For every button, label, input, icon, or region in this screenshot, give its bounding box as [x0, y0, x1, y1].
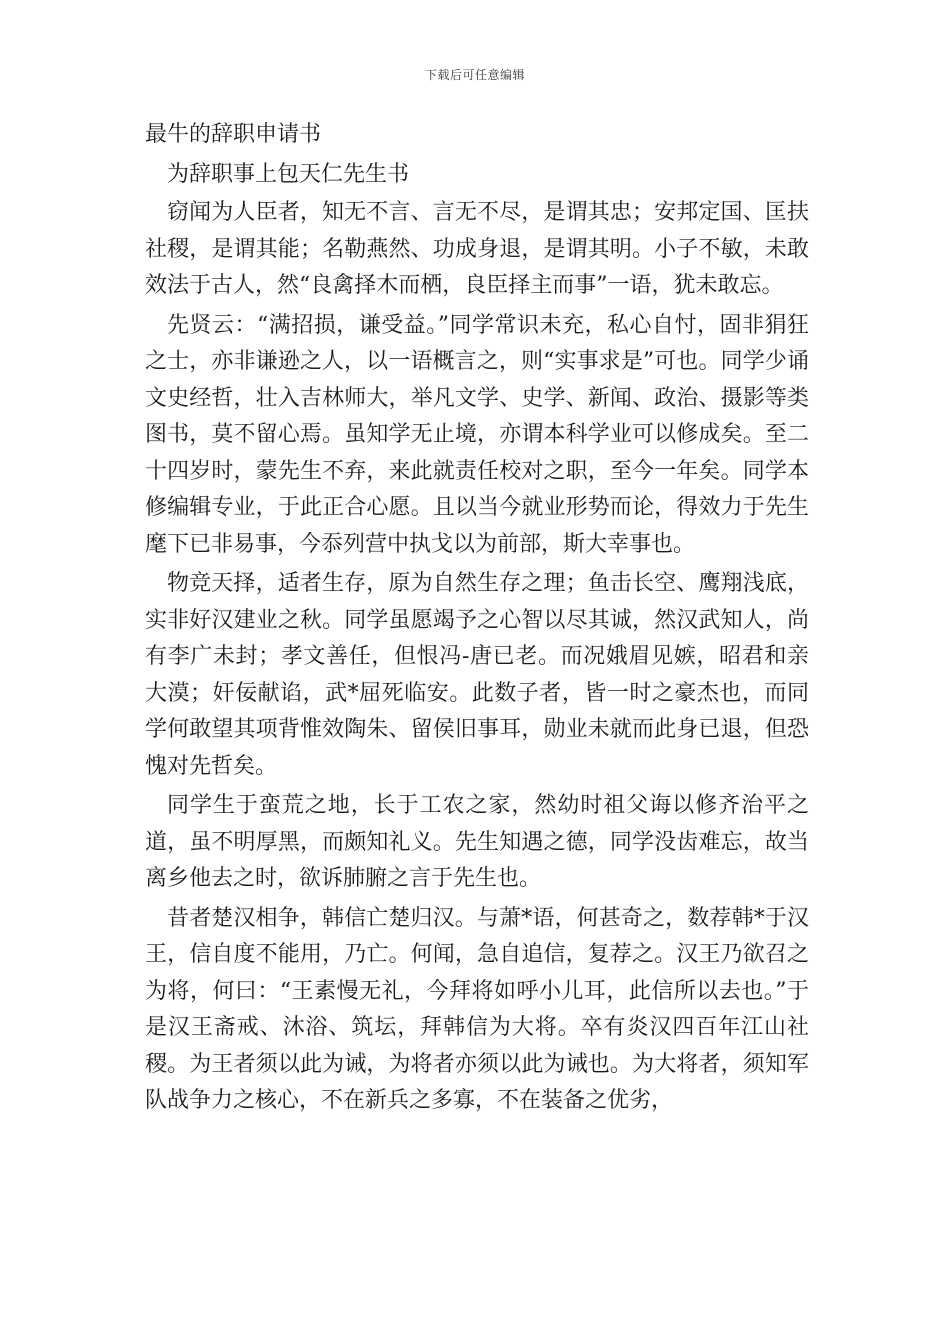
- document-body: [145, 118, 809, 1120]
- paragraph: 物竞天择，适者生存，原为自然生存之理；鱼击长空、鹰翔浅底，实非好汉建业之秋。同学虽愿竭予之心智以尽其诚，然汉武知人，尚有李广未封；孝文善任，但恨冯-唐已老。而况娥眉见嫉，昭君和亲大漠；奸佞献谄，武*屈死临安。此数子者，皆一时之豪杰也，而同学何敢望其项背惟效陶朱、留侯旧事耳，勋业未就而此身已退，但恐愧对先哲矣。: [145, 571, 809, 779]
- page-header: 下载后可任意编辑: [424, 68, 525, 82]
- paragraph: 同学生于蛮荒之地，长于工农之家，然幼时祖父诲以修齐治平之道，虽不明厚黑，而颇知礼义。先生知遇之德，同学没齿难忘，故当离乡他去之时，欲诉肺腑之言于先生也。: [145, 793, 809, 891]
- document-subtitle: 为辞职事上包天仁先生书: [167, 162, 410, 187]
- document-title: 最牛的辞职申请书: [145, 122, 322, 147]
- paragraph: 窃闻为人臣者，知无不言、言无不尽，是谓其忠；安邦定国、匡扶社稷，是谓其能；名勒燕然、功成身退，是谓其明。小子不敏，未敢效法于古人，然“良禽择木而栖，良臣择主而事”一语，犹未敢忘。: [145, 200, 809, 298]
- paragraph: 先贤云：“满招损，谦受益。”同学常识未充，私心自忖，固非狷狂之士，亦非谦逊之人，以一语概言之，则“实事求是”可也。同学少诵文史经哲，壮入吉林师大，举凡文学、史学、新闻、政治、摄影等类图书，莫不留心焉。虽知学无止境，亦谓本科学业可以修成矣。至二十四岁时，蒙先生不弃，来此就责任校对之职，至今一年矣。同学本修编辑专业，于此正合心愿。且以当今就业形势而论，得效力于先生麾下已非易事，今忝列营中执戈以为前部，斯大幸事也。: [145, 312, 809, 557]
- paragraph: 昔者楚汉相争，韩信亡楚归汉。与萧*语，何甚奇之，数荐韩*于汉王，信自度不能用，乃亡。何闻，急自追信，复荐之。汉王乃欲召之为将，何曰：“王素慢无礼，今拜将如呼小儿耳，此信所以去也。”于是汉王斋戒、沐浴、筑坛，拜韩信为大将。卒有炎汉四百年江山社稷。为王者须以此为诫，为将者亦须以此为诫也。为大将者，须知军队战争力之核心，不在新兵之多寡，不在装备之优劣，: [145, 905, 809, 1113]
